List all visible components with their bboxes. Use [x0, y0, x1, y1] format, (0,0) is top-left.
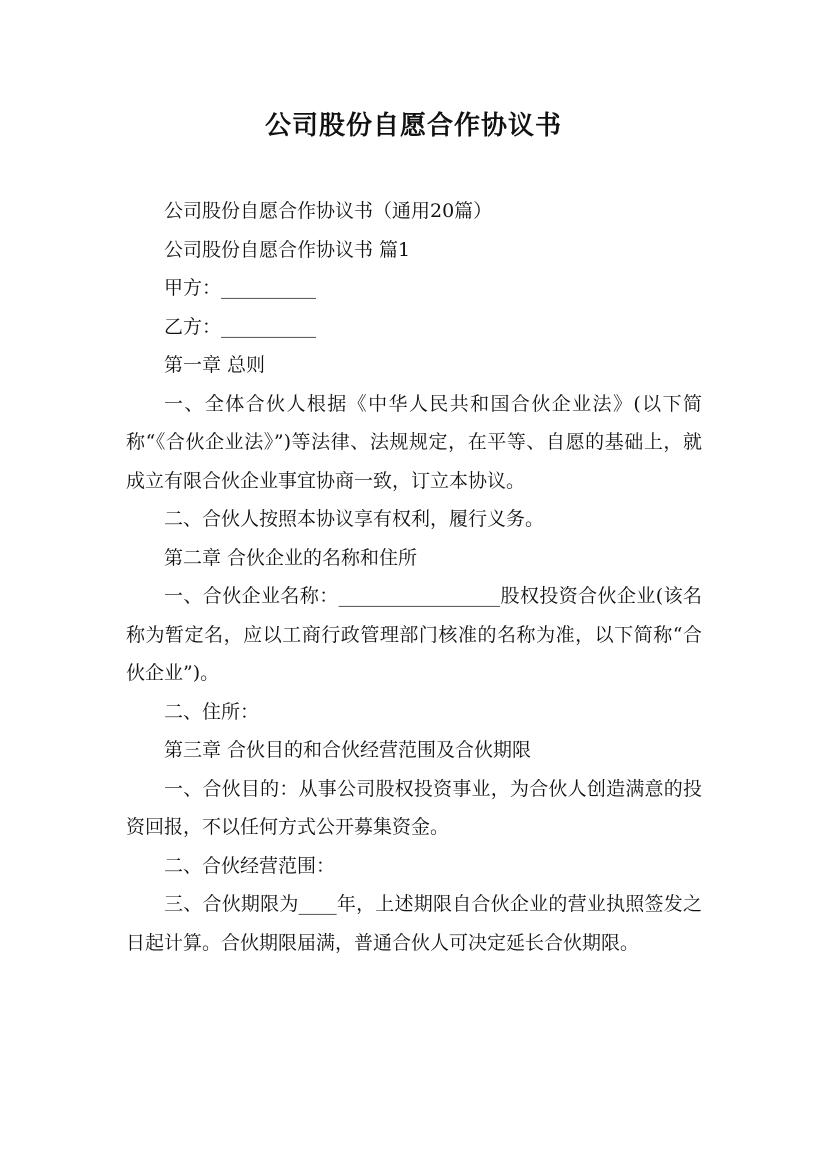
chapter-heading: 第三章 合伙目的和合伙经营范围及合伙期限	[164, 739, 532, 761]
paragraph: 三、合伙期限为____年，上述期限自合伙企业的营业执照签发之日起计算。合伙期限届满，普通合伙人可决定延长合伙期限。	[126, 893, 702, 954]
chapter-heading: 第二章 合伙企业的名称和住所	[164, 546, 418, 569]
paragraph: 一、合伙企业名称：_________________股权投资合伙企业(该名称为暂定名，应以工商行政管理部门核准的名称为准，以下简称“合伙企业”)。	[126, 585, 702, 684]
document-body	[126, 192, 702, 962]
paragraph: 一、全体合伙人根据《中华人民共和国合伙企业法》(以下简称“《合伙企业法》”)等法律、法规规定，在平等、自愿的基础上，就成立有限合伙企业事宜协商一致，订立本协议。	[126, 392, 702, 492]
chapter-heading: 第一章 总则	[164, 354, 266, 376]
paragraph: 二、合伙人按照本协议享有权利，履行义务。	[164, 508, 545, 530]
paragraph: 二、合伙经营范围：	[164, 854, 336, 877]
paragraph: 一、合伙目的：从事公司股权投资事业，为合伙人创造满意的投资回报，不以任何方式公开募集资金。	[126, 777, 702, 838]
doc-subtitle: 公司股份自愿合作协议书（通用20篇）	[164, 200, 493, 222]
document-title: 公司股份自愿合作协议书	[264, 111, 562, 141]
party-a-line: 甲方：__________	[164, 277, 317, 299]
section-heading: 公司股份自愿合作协议书 篇1	[164, 238, 411, 261]
paragraph: 二、住所：	[164, 700, 260, 723]
party-b-line: 乙方：__________	[164, 315, 317, 338]
